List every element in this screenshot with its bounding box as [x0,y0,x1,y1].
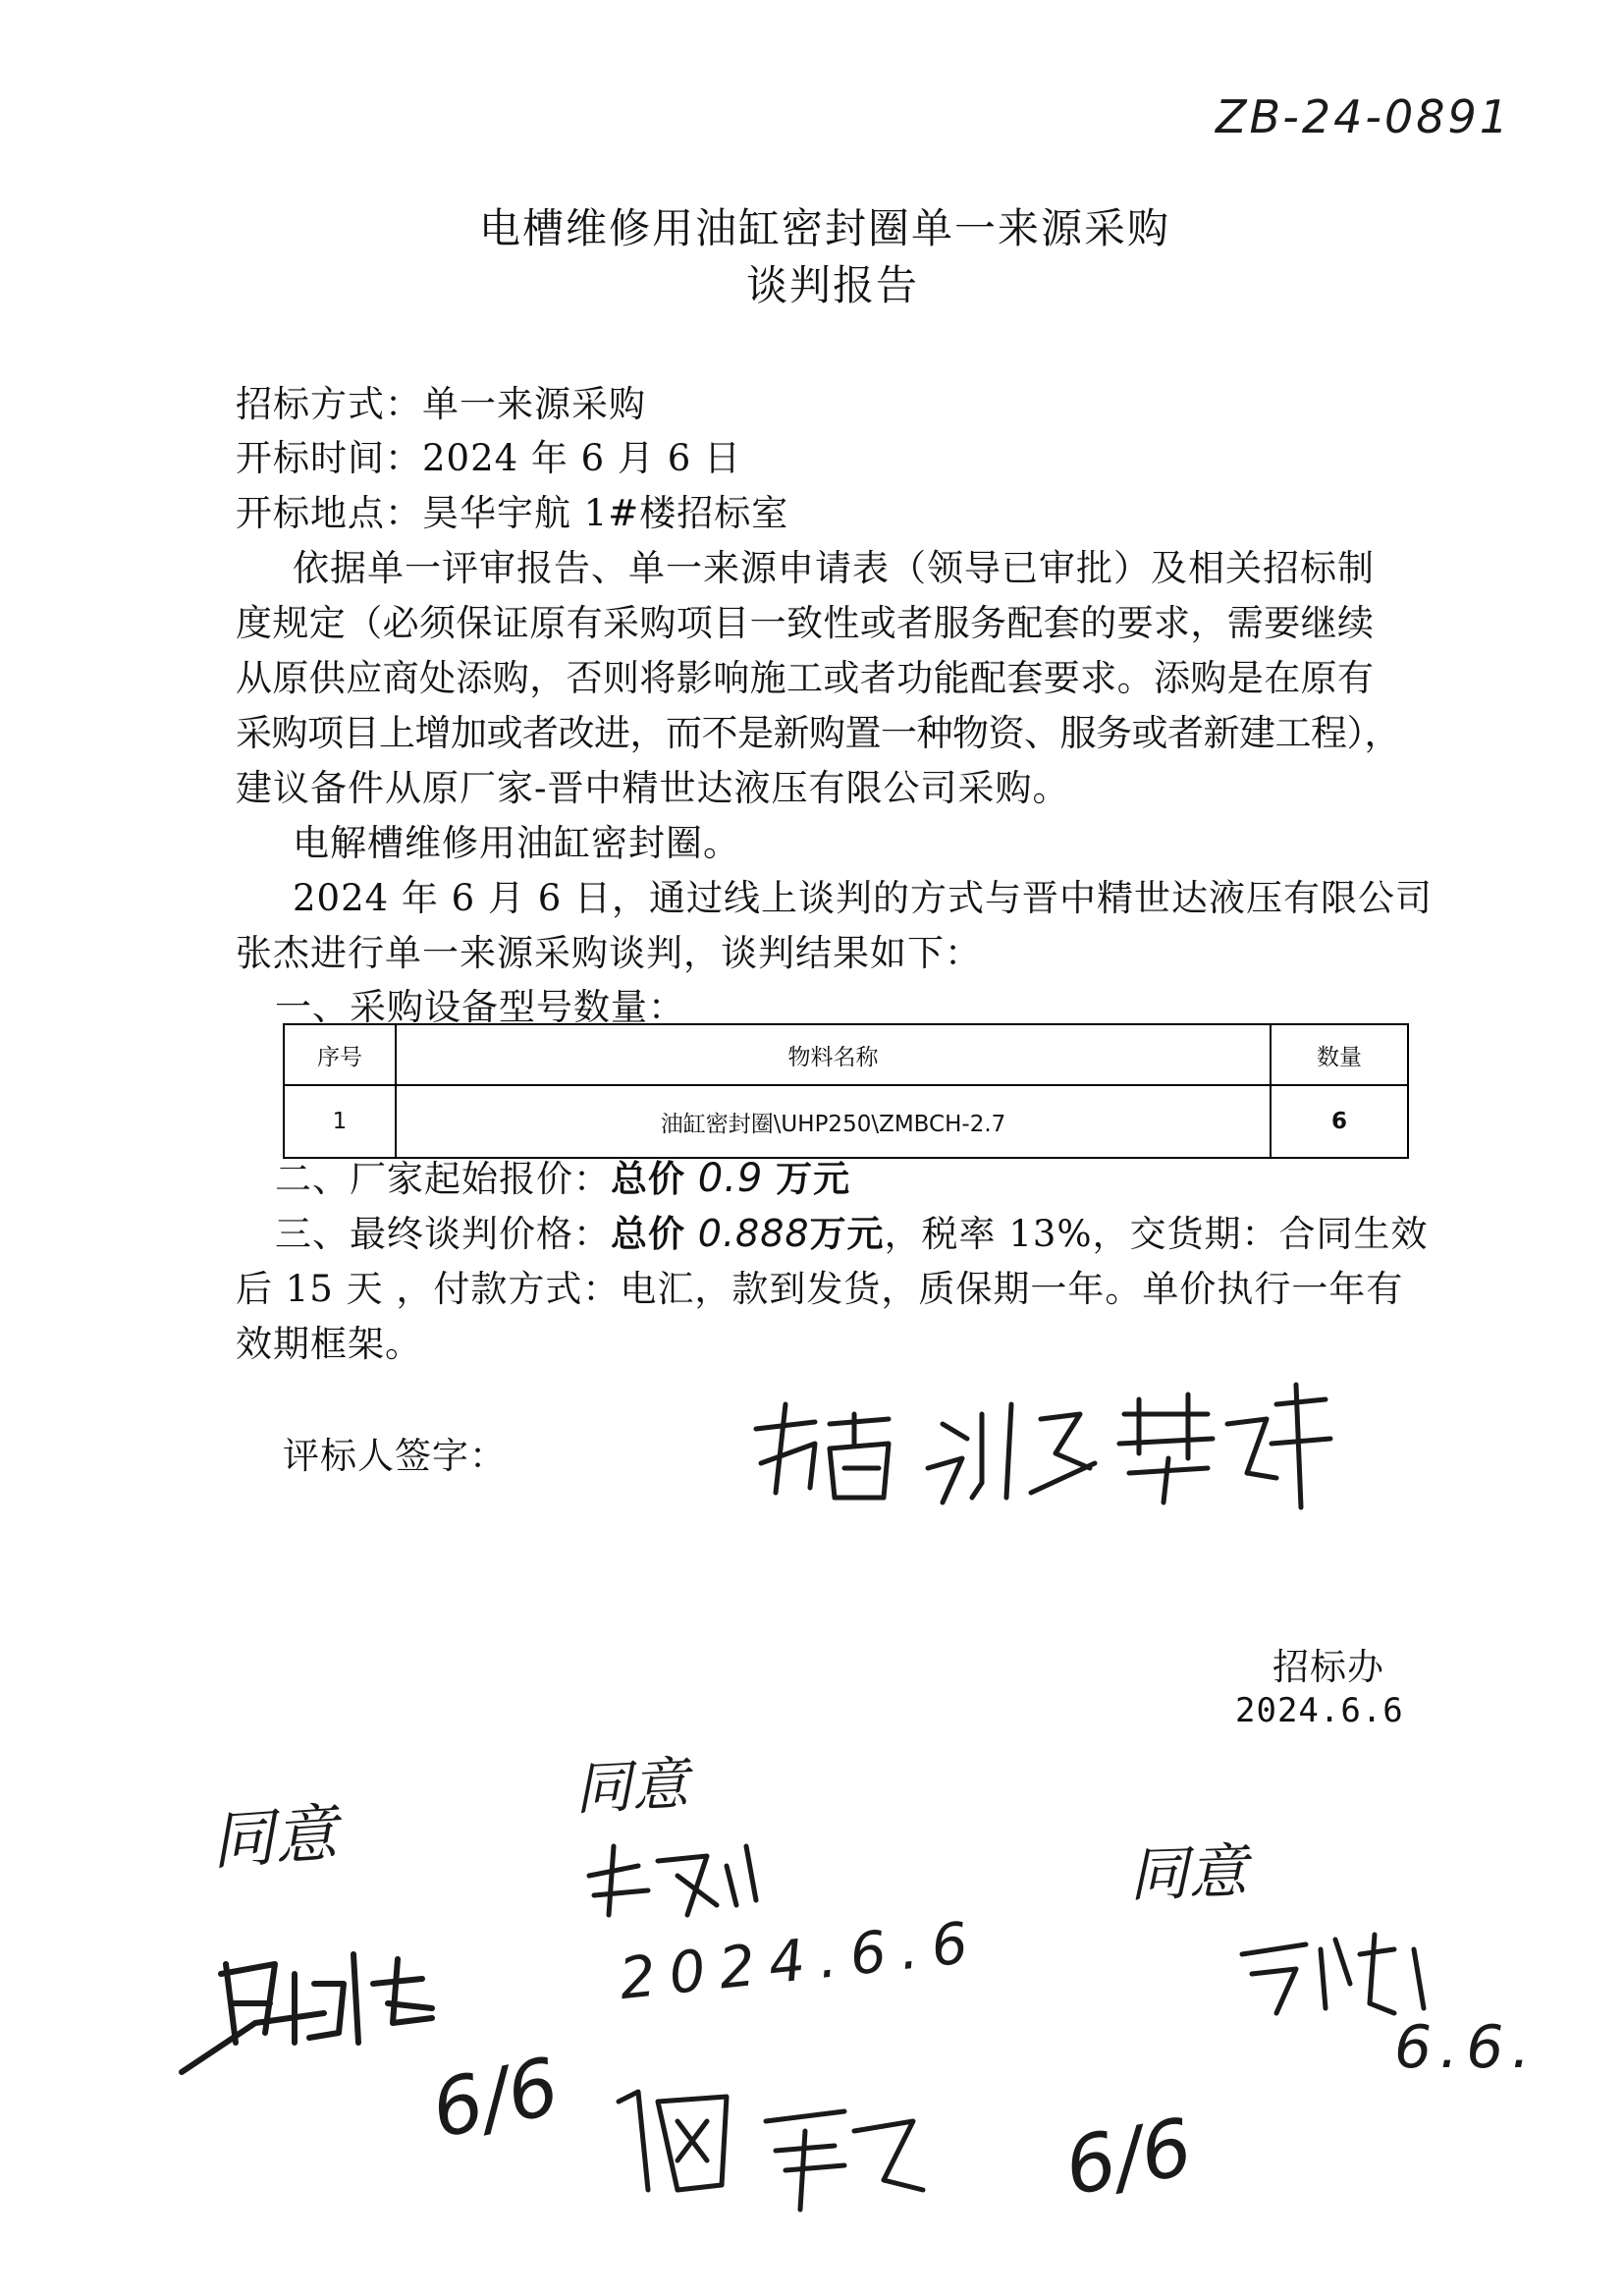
handwritten-signature-right [1242,1935,1424,2013]
paragraph-basis-line-4: 采购项目上增加或者改进，而不是新购置一种物资、服务或者新建工程）， [236,712,1400,754]
section-3-prefix: 三、最终谈判价格： [275,1213,611,1255]
field-value: 昊华宇航 1#楼招标室 [422,492,789,534]
paragraph-basis-line-2: 度规定（必须保证原有采购项目一致性或者服务配套的要求，需要继续 [236,602,1375,644]
paragraph-basis-line-1: 依据单一评审报告、单一来源申请表（领导已审批）及相关招标制 [293,547,1375,589]
total-price-label: 总价 [611,1157,685,1200]
cell-material-name: 油缸密封圈\UHP250\ZMBCH-2.7 [396,1085,1271,1158]
section-1-heading: 一、采购设备型号数量： [275,986,685,1028]
evaluator-signature-3 [1119,1385,1330,1507]
field-label: 开标地点： [236,492,422,534]
handwritten-date-2: 6.6. [1394,2013,1539,2082]
handwritten-signature-middle [589,1846,756,1915]
header-quantity: 数量 [1271,1024,1408,1085]
section-3-line-3: 效期框架。 [236,1323,422,1365]
paragraph-item: 电解槽维修用油缸密封圈。 [293,822,740,864]
header-material-name: 物料名称 [396,1024,1271,1085]
final-price-unit: 万元 [809,1212,885,1255]
issue-date: 2024.6.6 [1235,1691,1404,1730]
document-code: ZB-24-0891 [1216,90,1512,143]
handwritten-date-1: 2024.6.6 [616,1907,985,2013]
evaluator-signature-1 [756,1404,889,1498]
initial-quote-amount: 0.9 [697,1156,764,1201]
handwritten-date-3: 6/6 [423,2040,568,2157]
final-price-terms: ，税率 13%，交货期：合同生效 [884,1213,1429,1255]
issuing-office: 招标办 [1272,1646,1384,1688]
field-label: 开标时间： [236,437,422,479]
paragraph-basis-line-3: 从原供应商处添购，否则将影响施工或者功能配套要求。添购是在原有 [236,657,1375,699]
paragraph-basis-line-5: 建议备件从原厂家-晋中精世达液压有限公司采购。 [236,767,1070,809]
final-price-amount: 0.888 [697,1212,810,1255]
cell-index: 1 [284,1085,396,1158]
handwritten-date-4: 6/6 [1057,2101,1199,2214]
paragraph-negotiation-line-2: 张杰进行单一来源采购谈判，谈判结果如下： [236,932,982,974]
section-2-prefix: 二、厂家起始报价： [275,1158,611,1200]
field-value: 2024 年 6 月 6 日 [422,437,742,479]
handwritten-signature-center [619,2092,923,2210]
handwritten-approval-1: 同意 [208,1797,340,1880]
handwritten-approval-3: 同意 [1127,1836,1249,1911]
evaluator-signature-2 [928,1404,1095,1503]
section-3-line-2: 后 15 天 ，付款方式：电汇，款到发货，质保期一年。单价执行一年有 [236,1268,1404,1310]
paragraph-negotiation-line-1: 2024 年 6 月 6 日，通过线上谈判的方式与晋中精世达液压有限公司 [293,877,1434,919]
initial-quote-unit: 万元 [776,1157,851,1200]
header-index: 序号 [284,1024,396,1085]
evaluator-signature-label: 评标人签字： [283,1435,507,1477]
field-value: 单一来源采购 [422,383,646,425]
document-subtitle: 谈判报告 [746,261,920,309]
final-price-label: 总价 [611,1212,685,1255]
field-label: 招标方式： [236,383,422,425]
handwritten-signature-left [182,1954,432,2072]
handwritten-approval-2: 同意 [572,1750,690,1823]
cell-quantity: 6 [1271,1085,1408,1158]
document-title: 电槽维修用油缸密封圈单一来源采购 [479,204,1171,252]
